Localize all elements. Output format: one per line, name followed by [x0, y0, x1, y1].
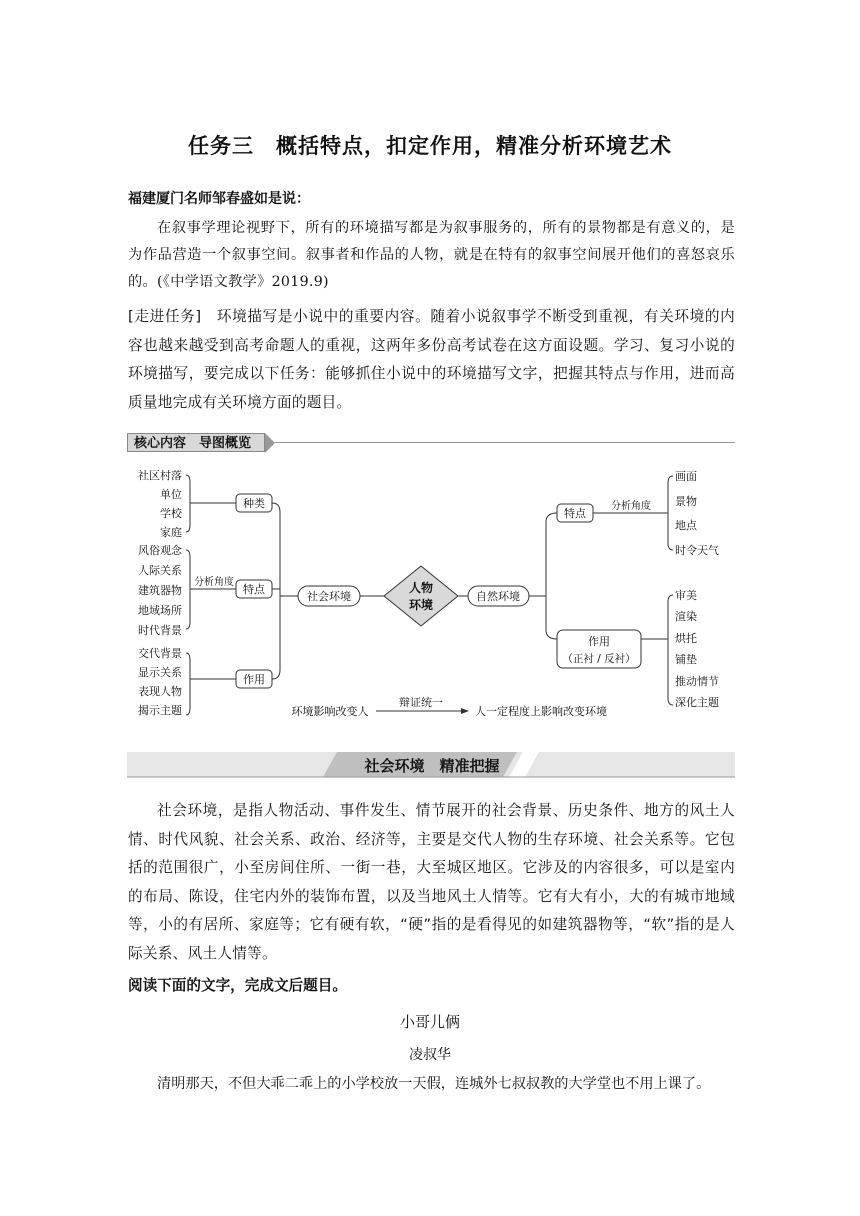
social-kind-item: 社区村落 [138, 469, 182, 482]
story-author: 凌叔华 [409, 1047, 451, 1063]
natural-function-item: 审美 [675, 589, 697, 602]
social-trait-item: 风俗观念 [138, 544, 182, 557]
section-header-social-label: 社会环境 精准把握 [364, 757, 500, 775]
center-label-line2: 环境 [408, 598, 434, 612]
reading-instruction: 阅读下面的文字，完成文后题目。 [128, 977, 347, 994]
natural-trait-item: 景物 [675, 495, 697, 508]
center-diamond [384, 566, 458, 626]
task-intro-paragraph: [走进任务] 环境描写是小说中的重要内容。随着小说叙事学不断受到重视，有关环境的内容也越来越受到高考命题人的重视，这两年多份高考试卷在这方面设题。学习、复习小说的环境描写，要完成以下任务：能够抓住小说中的环境描写文字，把握其特点与作用，进而高质量地完成有关环境方面的题目。 [128, 308, 735, 411]
natural-environment-label: 自然环境 [476, 590, 520, 603]
natural-trait-item: 地点 [675, 519, 697, 532]
story-title: 小哥儿俩 [399, 1013, 460, 1031]
natural-trait-item: 画面 [675, 470, 697, 483]
social-kind-item: 单位 [160, 488, 182, 501]
dialectic-middle: 辩证统一 [399, 696, 443, 709]
social-function-item: 表现人物 [138, 685, 182, 698]
natural-function-item: 烘托 [675, 632, 697, 645]
section-header-rule [275, 442, 735, 443]
quote-paragraph: 在叙事学理论视野下，所有的环境描写都是为叙事服务的，所有的景物都是有意义的，是为作品营造一个叙事空间。叙事者和作品的人物，就是在特有的叙事空间展开他们的喜怒哀乐的。(《中学语文教学》2019.9) [128, 220, 735, 290]
mind-map-diagram [128, 462, 735, 724]
natural-function-item: 深化主题 [675, 696, 719, 709]
social-trait-item: 建筑器物 [138, 584, 182, 597]
social-analysis-angle: 分析角度 [194, 577, 234, 588]
story-first-line: 清明那天，不但大乖二乖上的小学校放一天假，连城外七叔叔教的大学堂也不用上课了。 [157, 1076, 711, 1092]
social-trait-item: 地域场所 [138, 604, 182, 617]
social-trait-label: 特点 [243, 583, 265, 596]
page-title: 任务三 概括特点，扣定作用，精准分析环境艺术 [188, 134, 672, 158]
natural-function-item: 铺垫 [675, 653, 697, 666]
social-function-item: 显示关系 [138, 666, 182, 679]
social-kind-item: 家庭 [160, 526, 182, 539]
social-environment-label: 社会环境 [307, 590, 351, 603]
social-trait-item: 时代背景 [138, 624, 182, 637]
social-function-item: 揭示主题 [138, 704, 182, 717]
natural-function-sublabel: （正衬 / 反衬） [562, 653, 636, 665]
source-line: 福建厦门名师邹春盛如是说： [128, 191, 310, 207]
social-function-item: 交代背景 [138, 647, 182, 660]
natural-function-label: 作用 [588, 635, 610, 648]
section-header-arrow [265, 433, 275, 453]
social-trait-item: 人际关系 [138, 564, 182, 577]
dialectic-right: 人一定程度上影响改变环境 [475, 705, 607, 718]
natural-function-item: 推动情节 [675, 675, 719, 688]
social-kind-label: 种类 [243, 497, 265, 510]
section-header-overview-label: 核心内容 导图概览 [127, 433, 265, 452]
natural-trait-item: 时令天气 [675, 544, 719, 557]
section-header-social [127, 750, 735, 779]
dialectic-left: 环境影响改变人 [291, 705, 369, 718]
natural-function-item: 渲染 [675, 610, 697, 623]
center-label-line1: 人物 [408, 581, 434, 595]
section-header-overview [127, 429, 735, 457]
social-kind-item: 学校 [160, 507, 182, 520]
social-environment-paragraph: 社会环境，是指人物活动、事件发生、情节展开的社会背景、历史条件、地方的风土人情、时代风貌、社会关系、政治、经济等，主要是交代人物的生存环境、社会关系等。它包括的范围很广，小至房间住所、一街一巷，大至城区地区。它涉及的内容很多，可以是室内的布局、陈设，住宅内外的装饰布置，以及当地风土人情等。它有大有小，大的有城市地域等，小的有居所、家庭等；它有硬有软，“硬”指的是看得见的如建筑器物等，“软”指的是人际关系、风土人情等。 [128, 802, 735, 962]
social-function-label: 作用 [243, 673, 265, 686]
natural-analysis-angle: 分析角度 [611, 501, 651, 512]
natural-trait-label: 特点 [564, 507, 586, 520]
